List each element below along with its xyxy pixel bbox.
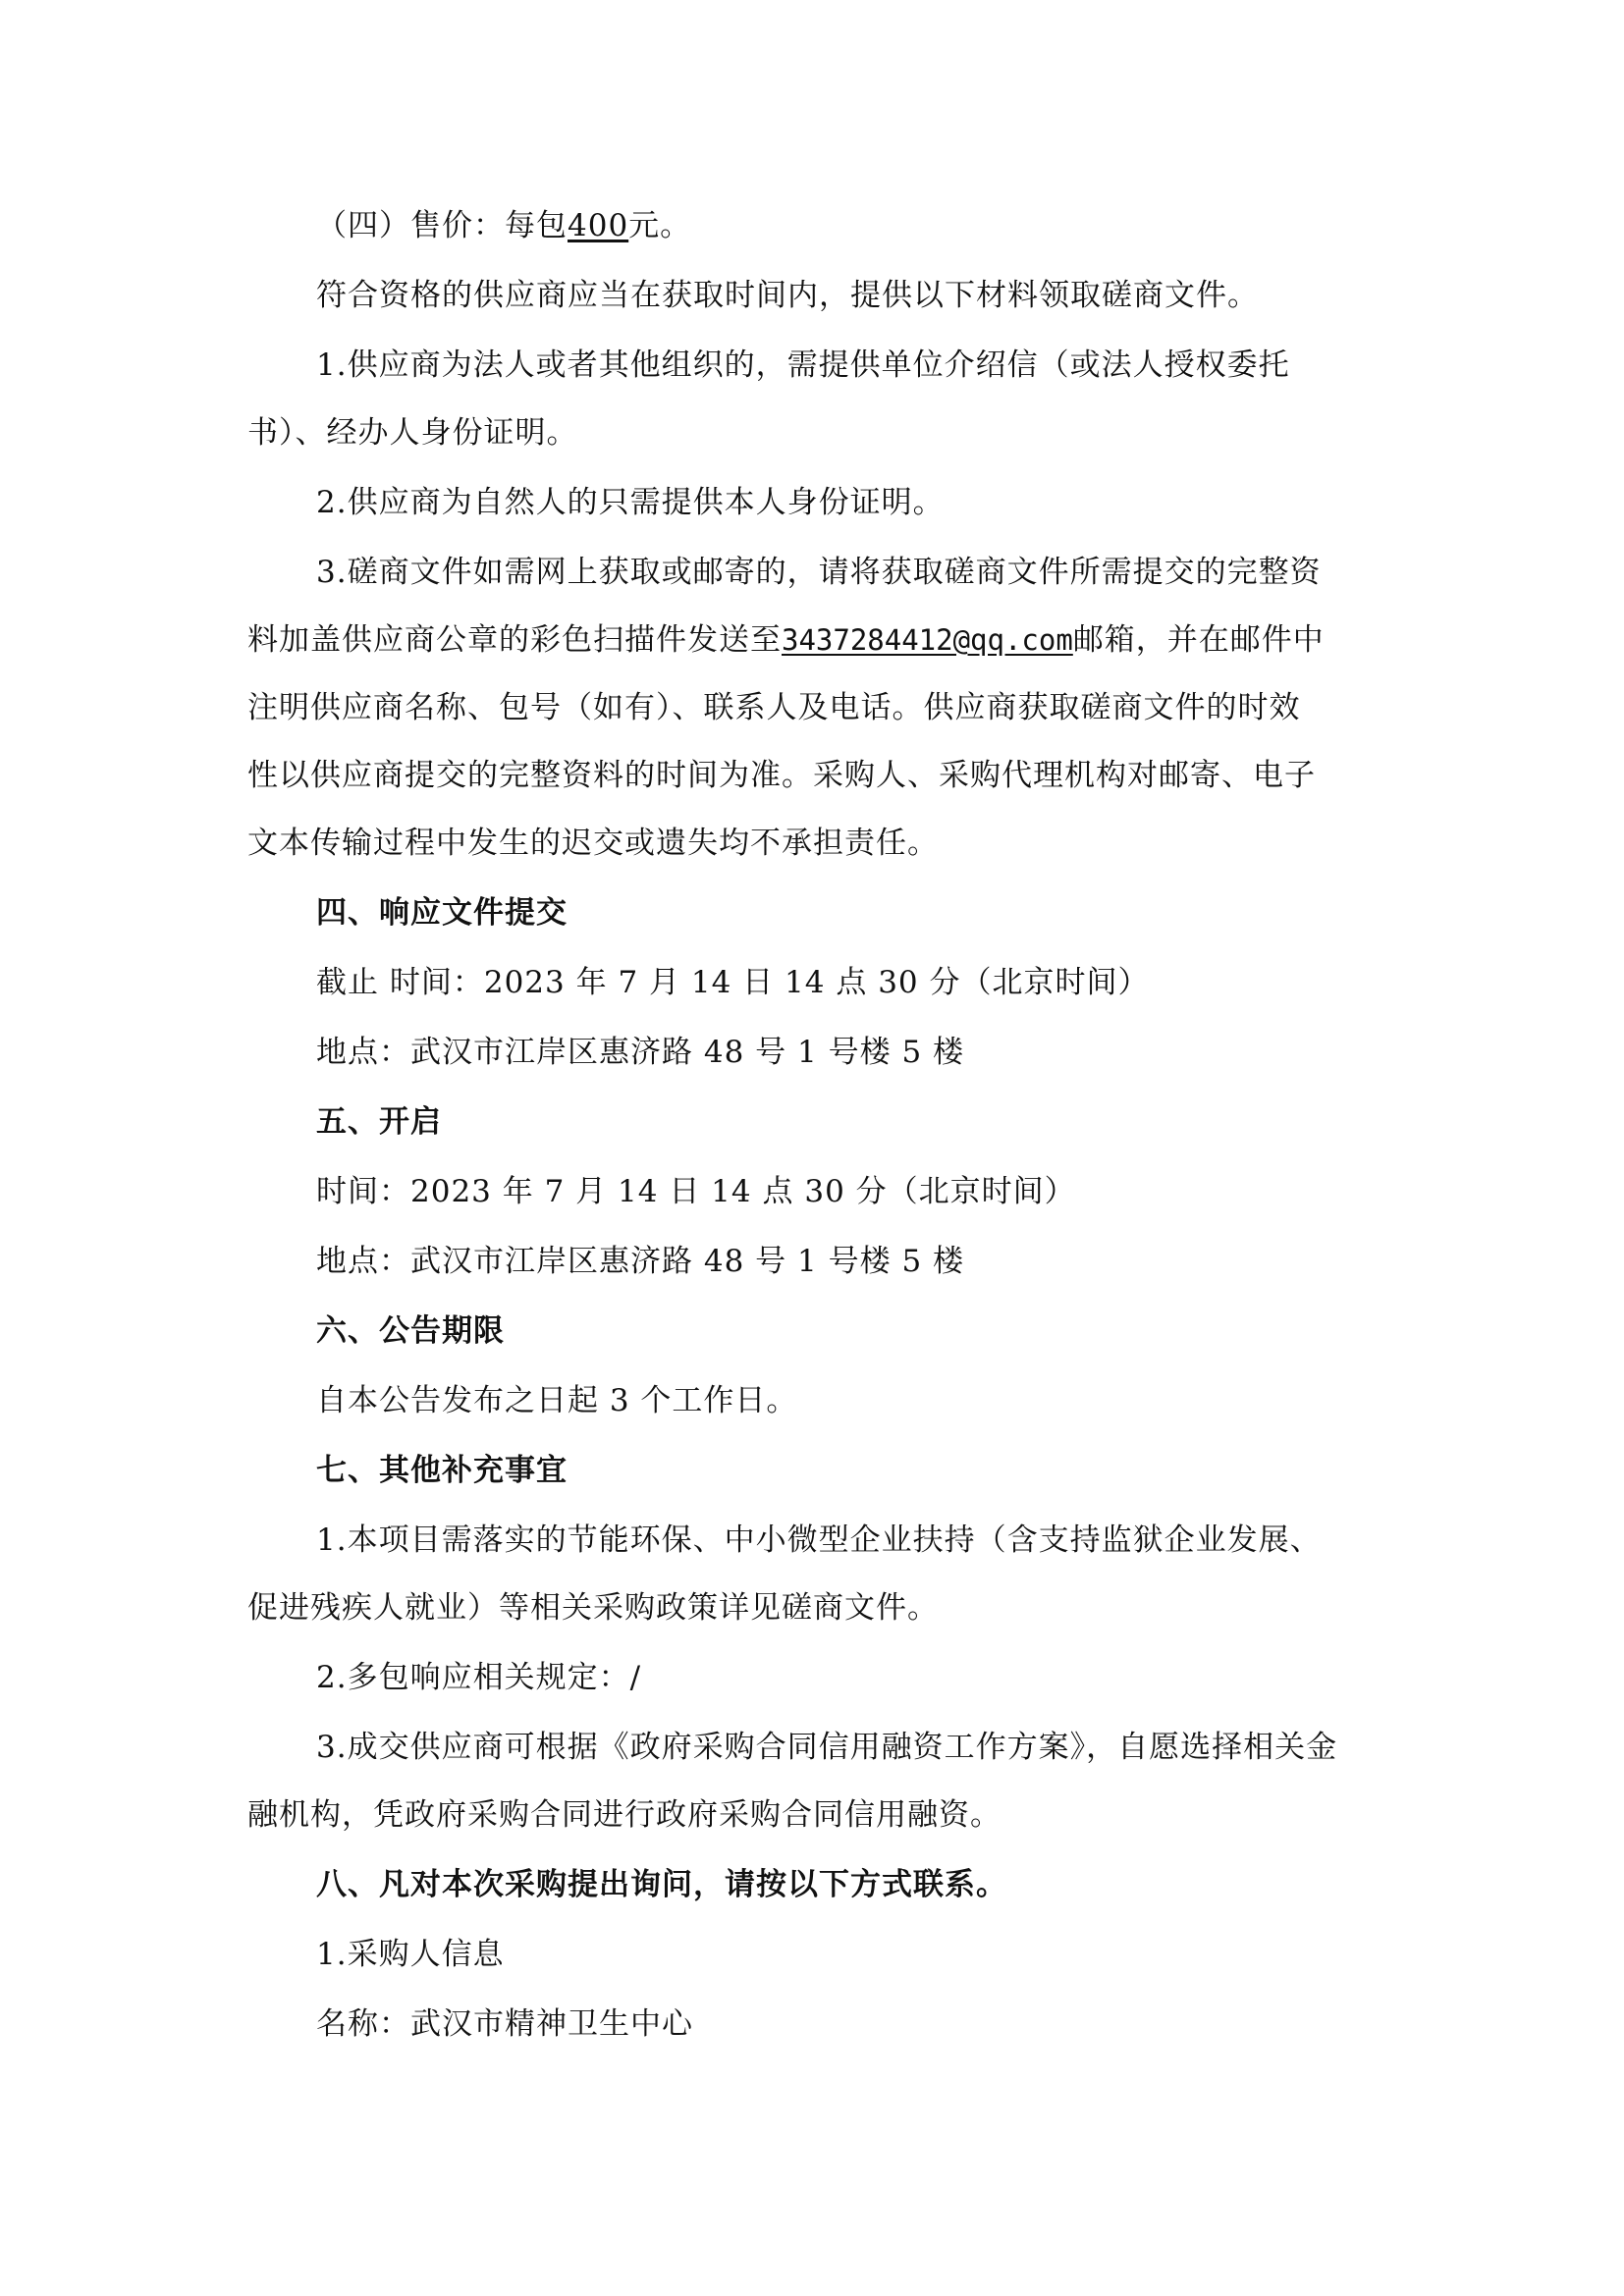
section-6-heading: 六、公告期限 xyxy=(316,1313,505,1349)
materials-item-2: 2.供应商为自然人的只需提供本人身份证明。 xyxy=(316,485,945,520)
opening-time: 时间：2023 年 7 月 14 日 14 点 30 分（北京时间） xyxy=(316,1174,1076,1209)
notice-period: 自本公告发布之日起 3 个工作日。 xyxy=(316,1383,798,1418)
submission-location: 地点：武汉市江岸区惠济路 48 号 1 号楼 5 楼 xyxy=(316,1035,965,1070)
supplement-item-3-line-2: 融机构，凭政府采购合同进行政府采购合同信用融资。 xyxy=(247,1797,1001,1833)
supplement-item-1-line-2: 促进残疾人就业）等相关采购政策详见磋商文件。 xyxy=(247,1590,939,1626)
section-8-heading: 八、凡对本次采购提出询问，请按以下方式联系。 xyxy=(316,1867,1007,1902)
supplement-item-1-line-1: 1.本项目需落实的节能环保、中小微型企业扶持（含支持监狱企业发展、 xyxy=(316,1522,1322,1558)
materials-item-1-line-2: 书）、经办人身份证明。 xyxy=(247,415,578,451)
materials-item-3-line-2: 料加盖供应商公章的彩色扫描件发送至3437284412@qq.com邮箱，并在邮件中 xyxy=(247,622,1325,658)
supplement-item-2: 2.多包响应相关规定：/ xyxy=(316,1660,642,1695)
submission-deadline: 截止 时间：2023 年 7 月 14 日 14 点 30 分（北京时间） xyxy=(316,965,1150,1000)
section-5-heading: 五、开启 xyxy=(316,1104,442,1140)
materials-item-3-line-5: 文本传输过程中发生的迟交或遗失均不承担责任。 xyxy=(247,826,939,861)
section-7-heading: 七、其他补充事宜 xyxy=(316,1453,568,1488)
materials-intro: 符合资格的供应商应当在获取时间内，提供以下材料领取磋商文件。 xyxy=(316,278,1259,313)
materials-item-3-line-3: 注明供应商名称、包号（如有）、联系人及电话。供应商获取磋商文件的时效 xyxy=(247,690,1301,725)
materials-item-3-line-1: 3.磋商文件如需网上获取或邮寄的，请将获取磋商文件所需提交的完整资 xyxy=(316,555,1322,590)
opening-location: 地点：武汉市江岸区惠济路 48 号 1 号楼 5 楼 xyxy=(316,1244,965,1279)
purchaser-name: 名称：武汉市精神卫生中心 xyxy=(316,2006,693,2042)
price-value: 400 xyxy=(568,208,629,243)
price-line: （四）售价：每包400元。 xyxy=(316,208,692,243)
materials-item-3-line-4: 性以供应商提交的完整资料的时间为准。采购人、采购代理机构对邮寄、电子 xyxy=(247,758,1316,793)
section-4-heading: 四、响应文件提交 xyxy=(316,895,568,931)
email-link[interactable]: 3437284412@qq.com xyxy=(782,623,1073,657)
materials-item-1-line-1: 1.供应商为法人或者其他组织的，需提供单位介绍信（或法人授权委托 xyxy=(316,347,1290,383)
document-body xyxy=(247,204,1386,2072)
supplement-item-3-line-1: 3.成交供应商可根据《政府采购合同信用融资工作方案》，自愿选择相关金 xyxy=(316,1730,1338,1765)
contact-item-1: 1.采购人信息 xyxy=(316,1937,505,1972)
